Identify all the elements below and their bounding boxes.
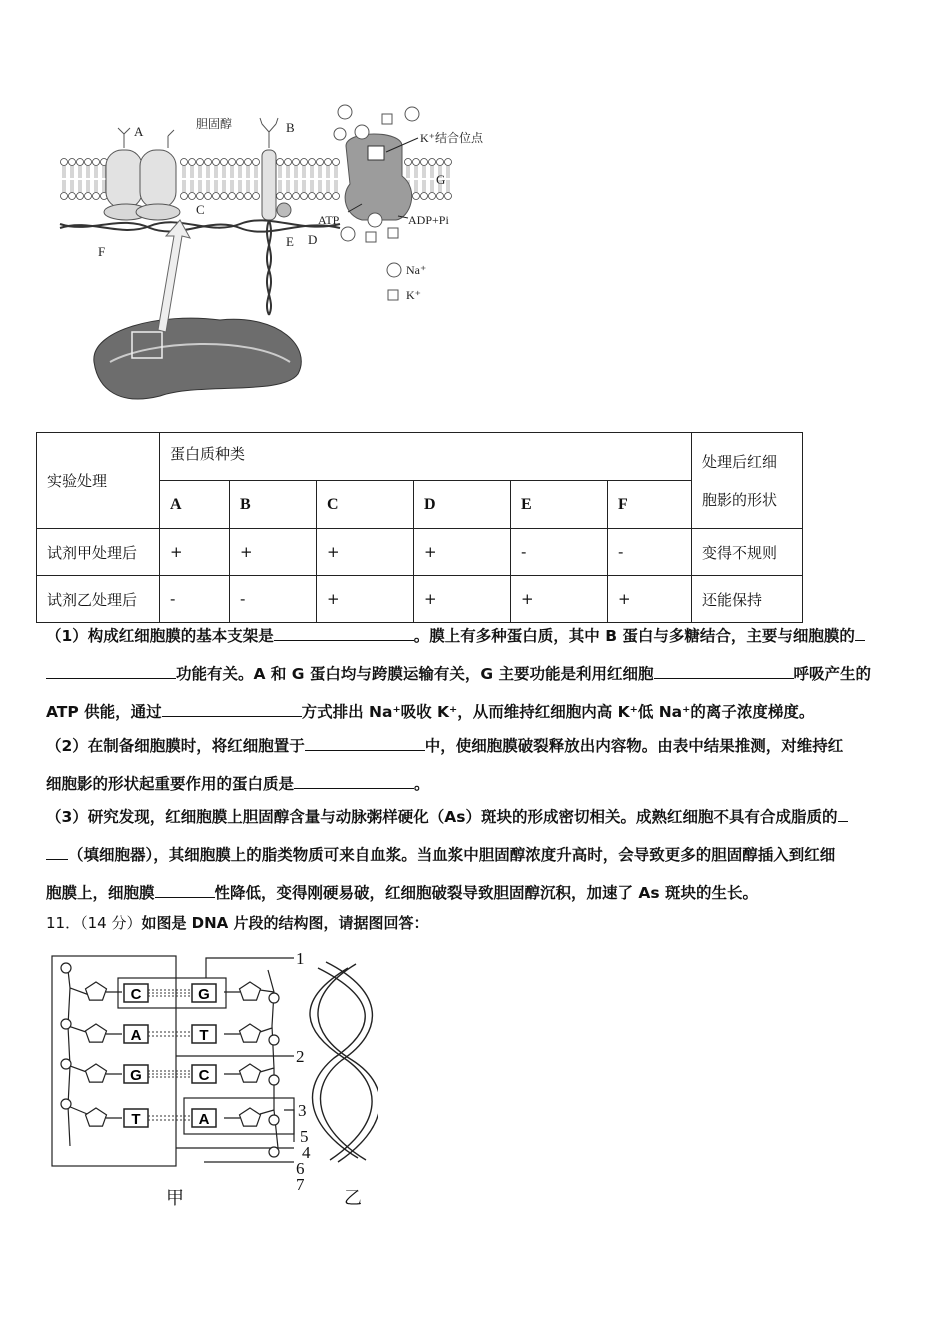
svg-text:C: C bbox=[130, 986, 142, 1003]
answer-blank[interactable] bbox=[305, 734, 425, 751]
callout-5: 5 bbox=[300, 1127, 309, 1146]
label-cholesterol: 胆固醇 bbox=[196, 117, 233, 131]
label-k-legend: K⁺ bbox=[406, 288, 421, 302]
base-right-0 bbox=[192, 984, 216, 1003]
answer-blank[interactable] bbox=[46, 662, 176, 679]
callout-1: 1 bbox=[296, 949, 305, 968]
zoom-arrow bbox=[158, 220, 190, 332]
header-shape: 处理后红细 胞影的形状 bbox=[692, 433, 803, 529]
base-left-2 bbox=[124, 1065, 148, 1084]
label-g: G bbox=[436, 172, 446, 187]
base-right-3 bbox=[192, 1109, 216, 1128]
answer-blank[interactable] bbox=[855, 624, 865, 641]
header-treatment: 实验处理 bbox=[37, 433, 160, 529]
label-atp: ATP bbox=[318, 213, 340, 227]
question-11-title: 11．（14 分）如图是 DNA 片段的结构图，请据图回答： bbox=[46, 914, 429, 932]
label-a: A bbox=[134, 124, 144, 139]
protein-col-b: B bbox=[230, 481, 317, 529]
answer-blank[interactable] bbox=[46, 843, 68, 860]
answer-blank[interactable] bbox=[838, 805, 848, 822]
label-d: D bbox=[308, 232, 318, 247]
answer-blank[interactable] bbox=[155, 881, 215, 898]
base-left-3 bbox=[124, 1109, 148, 1128]
svg-text:T: T bbox=[131, 1111, 141, 1128]
question-1: （1）构成红细胞膜的基本支架是 。膜上有多种蛋白质，其中 B 蛋白与多糖结合，主要与细胞膜的 功能有关。A 和 G 蛋白均与跨膜运输有关，G 主要功能是利用红细胞 呼吸产生的 ATP 供能，通过 方式排出 Na⁺吸收 K⁺，从而维持红细胞内高 K⁺低 Na⁺的离子浓度梯度。 bbox=[46, 617, 908, 731]
answer-blank[interactable] bbox=[654, 662, 794, 679]
answer-blank[interactable] bbox=[274, 624, 414, 641]
label-f: F bbox=[98, 244, 106, 259]
base-left-1 bbox=[124, 1025, 148, 1044]
svg-text:A: A bbox=[130, 1027, 142, 1044]
svg-text:G: G bbox=[198, 986, 210, 1003]
label-adp: ADP+Pi bbox=[408, 213, 449, 227]
protein-b bbox=[260, 118, 291, 315]
svg-text:T: T bbox=[199, 1027, 209, 1044]
na-k-pump-g bbox=[345, 134, 412, 220]
protein-col-f: F bbox=[608, 481, 692, 529]
experiment-table bbox=[36, 432, 803, 623]
protein-col-c: C bbox=[317, 481, 414, 529]
callout-7: 7 bbox=[296, 1175, 305, 1194]
protein-col-a: A bbox=[160, 481, 230, 529]
svg-text:C: C bbox=[198, 1067, 210, 1084]
protein-col-d: D bbox=[414, 481, 511, 529]
callout-2: 2 bbox=[296, 1047, 305, 1066]
base-right-2 bbox=[192, 1065, 216, 1084]
callout-6: 6 bbox=[296, 1159, 305, 1178]
table-row: 试剂甲处理后 + + + + - - 变得不规则 bbox=[37, 529, 803, 576]
question-2: （2）在制备细胞膜时，将红细胞置于 中，使细胞膜破裂释放出内容物。由表中结果推测，对维持红 细胞影的形状起重要作用的蛋白质是 。 bbox=[46, 727, 908, 803]
svg-text:A: A bbox=[198, 1111, 210, 1128]
double-helix-yi bbox=[310, 962, 378, 1162]
answer-blank[interactable] bbox=[162, 700, 302, 717]
base-left-0 bbox=[124, 984, 148, 1003]
answer-blank[interactable] bbox=[294, 772, 414, 789]
base-right-1 bbox=[192, 1025, 216, 1044]
table-row: 试剂乙处理后 - - + + + + 还能保持 bbox=[37, 576, 803, 623]
dna-structure-figure bbox=[48, 948, 378, 1210]
label-c: C bbox=[196, 202, 205, 217]
question-3: （3）研究发现，红细胞膜上胆固醇含量与动脉粥样硬化（As）斑块的形成密切相关。成熟红细胞不具有合成脂质的 （填细胞器），其细胞膜上的脂类物质可来自血浆。当血浆中胆固醇浓度升高时，会导致更多的胆固醇插入到红细 胞膜上，细胞膜 性降低，变得刚硬易破，红细胞破裂导致胆固醇沉积，加速了 As 斑块的生长。 bbox=[46, 798, 908, 912]
callout-3: 3 bbox=[298, 1101, 307, 1120]
protein-col-e: E bbox=[511, 481, 608, 529]
label-b: B bbox=[286, 120, 295, 135]
label-jia: 甲 bbox=[166, 1188, 184, 1208]
svg-text:G: G bbox=[130, 1067, 142, 1084]
red-cell-membrane-figure bbox=[50, 100, 520, 410]
label-yi: 乙 bbox=[344, 1188, 362, 1208]
label-k-site: K⁺结合位点 bbox=[420, 131, 484, 145]
header-protein-type: 蛋白质种类 bbox=[160, 433, 692, 481]
protein-a bbox=[104, 128, 180, 220]
red-cell-ghost bbox=[94, 318, 301, 399]
callout-4: 4 bbox=[302, 1143, 311, 1162]
label-e: E bbox=[286, 234, 294, 249]
label-na-legend: Na⁺ bbox=[406, 263, 427, 277]
